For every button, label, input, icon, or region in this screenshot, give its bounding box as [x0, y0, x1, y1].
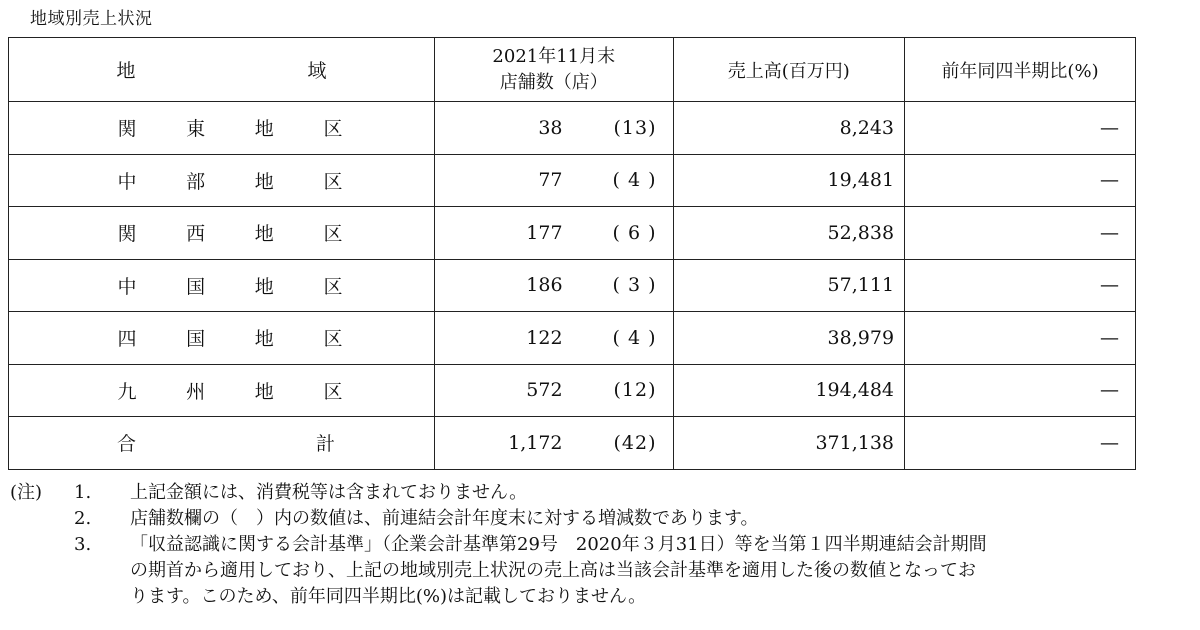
store-count: 38 [538, 116, 563, 139]
header-region [9, 38, 435, 102]
stores-cell [435, 259, 674, 312]
footnote-lead: (注) [10, 482, 43, 503]
region-char: 中 [117, 170, 137, 193]
footnote-text: 店舗数欄の（ ）内の数値は、前連結会計年度末に対する増減数であります。 [130, 508, 759, 529]
stores-cell [435, 364, 674, 417]
header-region-char: 域 [307, 60, 327, 82]
stores-cell [435, 207, 674, 260]
region-char: 区 [323, 380, 343, 403]
header-region-char: 地 [116, 60, 136, 82]
footnote-text: 「収益認識に関する会計基準」（企業会計基準第29号 2020年３月31日）等を当第１四半期連結会計期間 [130, 534, 987, 555]
yoy-value: — [905, 312, 1136, 365]
region-cell [9, 364, 435, 417]
total-row [9, 417, 1136, 470]
region-char: 関 [117, 223, 137, 246]
footnote [10, 480, 1190, 506]
store-count: 572 [526, 379, 563, 402]
total-yoy-value: — [905, 417, 1136, 470]
total-store-count: 1,172 [508, 431, 563, 454]
sales-value: 8,243 [673, 102, 905, 155]
region-char: 地 [254, 223, 274, 246]
region-char: 東 [186, 118, 206, 141]
region-char: 地 [254, 328, 274, 351]
footnote-number: 3. [74, 534, 92, 555]
table-row [9, 154, 1136, 207]
store-count: 122 [526, 326, 563, 349]
region-char: 区 [323, 223, 343, 246]
header-stores-line1: 2021年11月末 [492, 45, 616, 67]
yoy-value: — [905, 207, 1136, 260]
total-label-char: 合 [117, 433, 137, 456]
region-char: 地 [254, 275, 274, 298]
header-stores [435, 38, 674, 102]
table-row [9, 259, 1136, 312]
sales-value: 194,484 [673, 364, 905, 417]
footnote-continuation: ります。このため、前年同四半期比(%)は記載しておりません。 [130, 586, 647, 607]
footnote [10, 506, 1190, 532]
region-cell [9, 102, 435, 155]
footnote-text: 上記金額には、消費税等は含まれておりません。 [130, 482, 528, 503]
region-char: 部 [186, 170, 206, 193]
store-change: ( 4 ) [612, 326, 657, 349]
region-char: 関 [117, 118, 137, 141]
region-char: 中 [117, 275, 137, 298]
region-char: 国 [186, 328, 206, 351]
table-row [9, 207, 1136, 260]
region-char: 区 [323, 275, 343, 298]
footnotes [10, 480, 1190, 610]
region-cell [9, 154, 435, 207]
region-char: 地 [254, 170, 274, 193]
region-char: 区 [323, 328, 343, 351]
yoy-value: — [905, 102, 1136, 155]
header-yoy: 前年同四半期比(%) [905, 38, 1136, 102]
store-change: ( 3 ) [612, 274, 657, 297]
total-sales-value: 371,138 [673, 417, 905, 470]
region-char: 州 [186, 380, 206, 403]
region-char: 地 [254, 380, 274, 403]
store-change: ( 4 ) [612, 169, 657, 192]
region-char: 九 [117, 380, 137, 403]
stores-cell [435, 312, 674, 365]
stores-cell [435, 417, 674, 470]
region-char: 区 [323, 170, 343, 193]
table-header-row [9, 38, 1136, 102]
yoy-value: — [905, 259, 1136, 312]
region-char: 地 [254, 118, 274, 141]
stores-cell [435, 154, 674, 207]
sales-value: 57,111 [673, 259, 905, 312]
region-char: 区 [323, 118, 343, 141]
footnote-number: 2. [74, 508, 92, 529]
sales-value: 52,838 [673, 207, 905, 260]
region-char: 国 [186, 275, 206, 298]
store-change: ( 6 ) [612, 221, 657, 244]
region-cell [9, 312, 435, 365]
store-count: 177 [526, 221, 563, 244]
table-row [9, 102, 1136, 155]
store-count: 77 [538, 169, 563, 192]
region-char: 西 [186, 223, 206, 246]
footnote-continuation: の期首から適用しており、上記の地域別売上状況の売上高は当該会計基準を適用した後の数値となってお [130, 560, 976, 581]
store-count: 186 [526, 274, 563, 297]
table-row [9, 364, 1136, 417]
total-label-cell [9, 417, 435, 470]
footnote [10, 532, 1190, 558]
header-sales: 売上高(百万円) [673, 38, 905, 102]
header-stores-line2: 店舗数（店） [499, 71, 608, 93]
stores-cell [435, 102, 674, 155]
footnote-number: 1. [74, 482, 92, 503]
yoy-value: — [905, 154, 1136, 207]
store-change: (13) [613, 116, 657, 139]
yoy-value: — [905, 364, 1136, 417]
region-cell [9, 259, 435, 312]
regional-sales-table [8, 37, 1136, 470]
region-char: 四 [117, 328, 137, 351]
total-label-char: 計 [315, 433, 335, 456]
table-caption: 地域別売上状況 [30, 9, 153, 29]
store-change: (12) [613, 379, 657, 402]
region-cell [9, 207, 435, 260]
table-row [9, 312, 1136, 365]
total-store-change: (42) [613, 431, 657, 454]
sales-value: 38,979 [673, 312, 905, 365]
sales-value: 19,481 [673, 154, 905, 207]
